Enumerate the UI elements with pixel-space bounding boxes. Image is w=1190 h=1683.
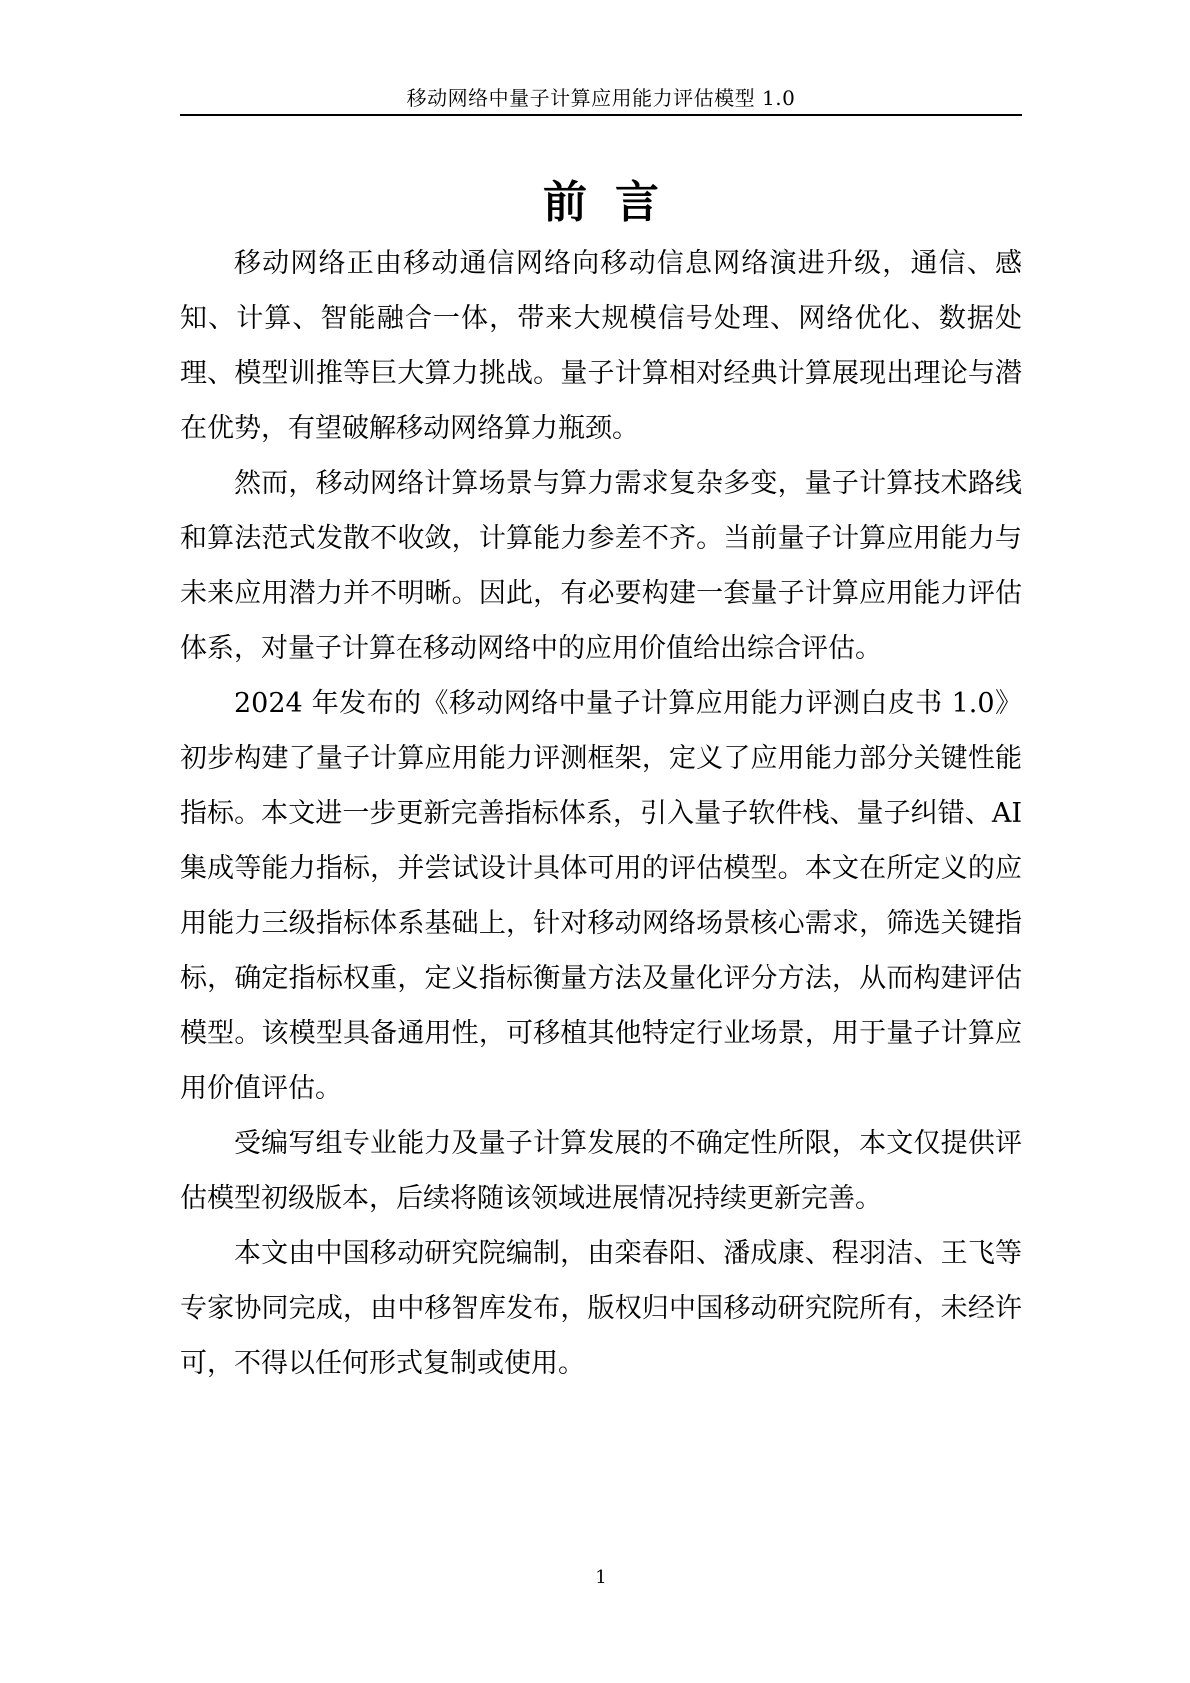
page-title: 前言 <box>543 177 687 229</box>
body-text <box>180 236 1022 1391</box>
page-number: 1 <box>595 1567 607 1588</box>
paragraph-intro: 移动网络正由移动通信网络向移动信息网络演进升级，通信、感知、计算、智能融合一体，带来大规模信号处理、网络优化、数据处理、模型训推等巨大算力挑战。量子计算相对经典计算展现出理论与潜在优势，有望破解移动网络算力瓶颈。 <box>180 248 1022 444</box>
running-header: 移动网络中量子计算应用能力评估模型 1.0 <box>406 86 796 110</box>
header-rule <box>180 114 1022 116</box>
paragraph-authorship: 本文由中国移动研究院编制，由栾春阳、潘成康、程羽洁、王飞等专家协同完成，由中移智库发布，版权归中国移动研究院所有，未经许可，不得以任何形式复制或使用。 <box>180 1238 1022 1379</box>
paragraph-challenge: 然而，移动网络计算场景与算力需求复杂多变，量子计算技术路线和算法范式发散不收敛，计算能力参差不齐。当前量子计算应用能力与未来应用潜力并不明晰。因此，有必要构建一套量子计算应用能力评估体系，对量子计算在移动网络中的应用价值给出综合评估。 <box>180 468 1022 664</box>
paragraph-limitations: 受编写组专业能力及量子计算发展的不确定性所限，本文仅提供评估模型初级版本，后续将随该领域进展情况持续更新完善。 <box>180 1128 1022 1214</box>
paragraph-scope: 2024 年发布的《移动网络中量子计算应用能力评测白皮书 1.0》初步构建了量子计算应用能力评测框架，定义了应用能力部分关键性能指标。本文进一步更新完善指标体系，引入量子软件栈、量子纠错、AI 集成等能力指标，并尝试设计具体可用的评估模型。本文在所定义的应用能力三级指标体系基础上，针对移动网络场景核心需求，筛选关键指标，确定指标权重，定义指标衡量方法及量化评分方法，从而构建评估模型。该模型具备通用性，可移植其他特定行业场景，用于量子计算应用价值评估。 <box>180 688 1022 1104</box>
